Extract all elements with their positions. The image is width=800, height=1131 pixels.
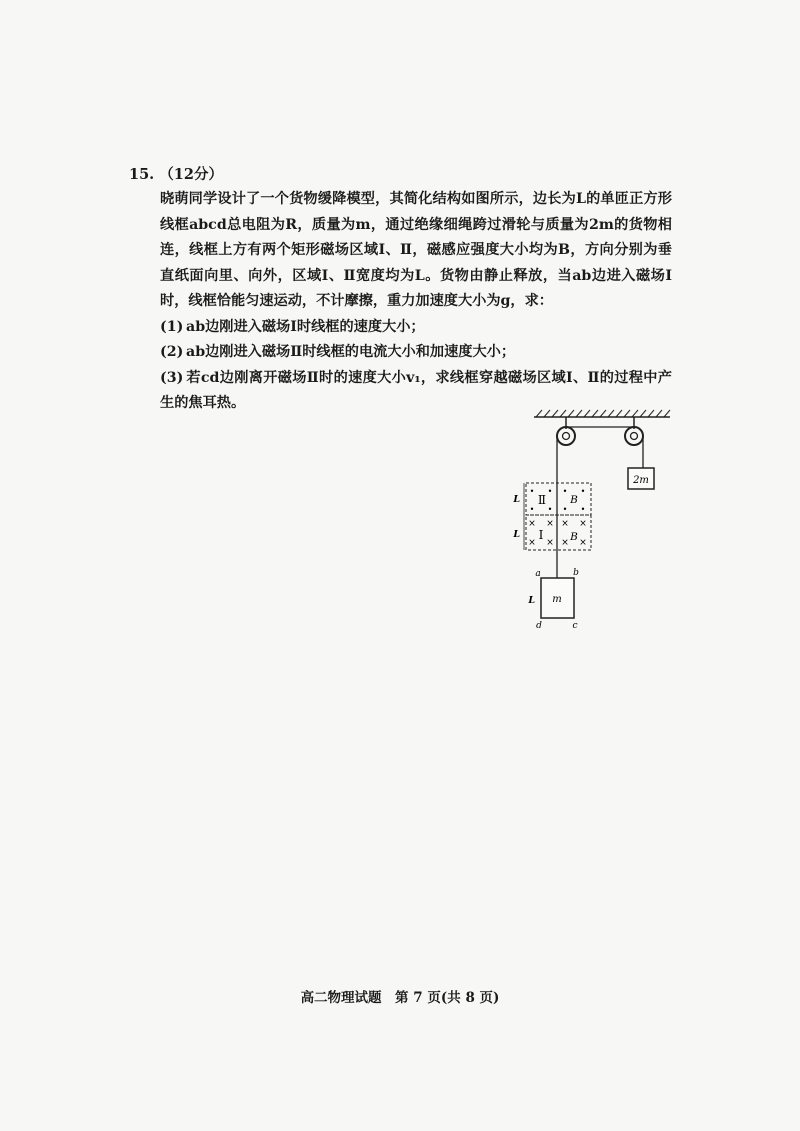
dot-mark: • (547, 487, 553, 496)
cross-mark: × (561, 519, 569, 529)
part-label: (3) (160, 369, 184, 386)
question-part-2 (160, 340, 672, 366)
question-body (160, 187, 672, 417)
dot-mark: • (562, 505, 568, 514)
right-pulley (625, 427, 643, 445)
part-text: ab边刚进入磁场Ⅰ时线框的速度大小； (186, 318, 425, 335)
side-label-upper: L (513, 494, 520, 505)
cross-mark: × (561, 538, 569, 548)
frame-side-label: L (528, 595, 535, 606)
dot-mark: • (529, 505, 535, 514)
cross-mark: × (528, 519, 536, 529)
dot-mark: • (580, 487, 586, 496)
corner-d: d (536, 621, 542, 630)
question-part-1 (160, 315, 672, 341)
cross-mark: × (528, 538, 536, 548)
part-label: (2) (160, 344, 184, 360)
question-number: 15. (129, 166, 155, 183)
cargo-label: 2m (633, 475, 649, 486)
page-footer: 高二物理试题 第 7 页(共 8 页) (300, 990, 500, 1006)
region-lower-label: Ⅰ (538, 528, 544, 542)
corner-b: b (573, 568, 579, 578)
question-points: （12分） (159, 166, 223, 183)
question-intro: 晓萌同学设计了一个货物缓降模型，其简化结构如图所示，边长为L的单匝正方形线框abcd总电阻为R，质量为m，通过绝缘细绳跨过滑轮与质量为2m的货物相连，线框上方有两个矩形磁场区域Ⅰ、Ⅱ，磁感应强度大小均为B，方向分别为垂直纸面向里、向外，区域Ⅰ、Ⅱ宽度均为L。货物由静止释放，当ab边进入磁场Ⅰ时，线框恰能匀速运动，不计摩擦，重力加速度大小为g，求： (160, 191, 672, 309)
side-label-lower: L (513, 529, 520, 540)
ceiling (534, 410, 670, 417)
question-header (129, 163, 223, 184)
corner-c: c (572, 621, 578, 630)
cross-mark: × (546, 538, 554, 548)
field-label-lower: B (570, 531, 578, 543)
frame-label: m (552, 594, 562, 605)
part-label: (1) (160, 318, 184, 335)
cross-mark: × (546, 519, 554, 529)
pulley-diagram (512, 400, 682, 630)
physics-figure (512, 400, 682, 630)
dot-mark: • (529, 487, 535, 496)
cross-mark: × (579, 538, 587, 548)
dot-mark: • (580, 505, 586, 514)
dot-mark: • (547, 505, 553, 514)
region-upper-label: Ⅱ (537, 493, 547, 507)
field-label-upper: B (570, 494, 578, 506)
left-pulley (557, 427, 575, 445)
dot-mark: • (562, 487, 568, 496)
corner-a: a (535, 569, 541, 579)
part-text: ab边刚进入磁场Ⅱ时线框的电流大小和加速度大小； (186, 344, 516, 360)
part-text: 若cd边刚离开磁场Ⅱ时的速度大小v₁，求线框穿越磁场区域Ⅰ、Ⅱ的过程中产生的焦耳热。 (160, 369, 672, 411)
cross-mark: × (579, 519, 587, 529)
